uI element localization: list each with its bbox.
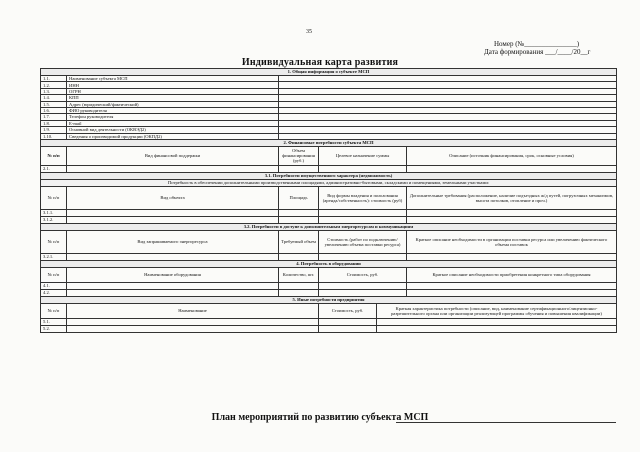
binder-hole-left-icon [214, 22, 226, 36]
row-number: 4.1. [41, 282, 67, 289]
row-value-cell[interactable] [377, 318, 617, 325]
row-label: Телефон руководителя [67, 114, 279, 120]
row-value-cell[interactable] [319, 289, 407, 296]
row-number: 3.1.2. [41, 216, 67, 223]
table-row [41, 165, 617, 172]
row-number: 1.7. [41, 114, 67, 120]
row-value-cell[interactable] [67, 282, 279, 289]
row-value-cell[interactable] [407, 216, 617, 223]
row-value-cell[interactable] [319, 209, 407, 216]
row-value-cell[interactable] [319, 282, 407, 289]
s32-col-desc: Краткое описание необходимости в организации поставки ресурса или увеличению фактического объема поставок [407, 230, 617, 253]
section4-title: 4. Потребность в оборудовании [41, 260, 617, 267]
row-number: 5.2. [41, 325, 67, 332]
table-row [41, 209, 617, 216]
section2-column-headers [41, 146, 617, 165]
row-number: 1.8. [41, 120, 67, 126]
s32-col-volume: Требуемый объем [279, 230, 319, 253]
row-value-cell[interactable] [67, 318, 319, 325]
section31-column-headers [41, 186, 617, 209]
row-value-cell[interactable] [67, 289, 279, 296]
section31-header-row [41, 172, 617, 179]
s5-col-num: № п/п [41, 303, 67, 318]
row-number: 1.10. [41, 133, 67, 139]
row-number: 1.1. [41, 76, 67, 82]
section5-column-headers [41, 303, 617, 318]
row-label: Основной вид деятельности (ОКВЭД2) [67, 127, 279, 133]
section1-header-row [41, 69, 617, 76]
s5-col-desc: Краткая характеристика потребности (описание, вид, наименование сертификационного/лицензионно-разрешительного органа или организации реализующей программы обучения и повышения квалификации) [377, 303, 617, 318]
row-value-cell[interactable] [279, 216, 319, 223]
table-row [41, 216, 617, 223]
s2-col-type: Вид финансовой поддержки [67, 146, 279, 165]
s4-col-name: Наименование оборудования [67, 267, 279, 282]
section32-title: 3.2. Потребности в доступе к дополнительным энергоресурсам и коммуникациям [41, 223, 617, 230]
s2-col-purpose: Целевое назначение суммы [319, 146, 407, 165]
section2-title: 2. Финансовые потребности субъекта МСП [41, 139, 617, 146]
section5-header-row [41, 296, 617, 303]
row-value-cell[interactable] [407, 209, 617, 216]
section32-header-row [41, 223, 617, 230]
table-row [41, 253, 617, 260]
row-number: 3.2.1. [41, 253, 67, 260]
binder-hole-right-icon [384, 20, 396, 34]
row-value-cell[interactable] [279, 289, 319, 296]
row-label: E-mail [67, 120, 279, 126]
section31-note-row [41, 179, 617, 186]
plan-title: План мероприятий по развитию субъекта МСП [211, 412, 429, 423]
s31-col-num: № п/п [41, 186, 67, 209]
row-value-cell[interactable] [319, 318, 377, 325]
table-row [41, 282, 617, 289]
row-label: КПП [67, 95, 279, 101]
s2-col-num: № п/п [41, 146, 67, 165]
table-row [41, 289, 617, 296]
s4-col-num: № п/п [41, 267, 67, 282]
formation-date: Дата формирования ___/____/20__г [484, 48, 591, 56]
row-number: 2.1. [41, 165, 67, 172]
document-number: Номер (№_______________) [494, 40, 580, 48]
page-title: Индивидуальная карта развития [241, 57, 399, 68]
s31-col-form: Вид формы владения и пользования (аренда/собственность): стоимость (руб) [319, 186, 407, 209]
table-row [41, 325, 617, 332]
s31-col-type: Вид объекта [67, 186, 279, 209]
s32-col-cost: Стоимость (работ по подключению/увеличению объема поставки ресурса) [319, 230, 407, 253]
row-value-cell[interactable] [407, 253, 617, 260]
development-card-table [40, 68, 617, 333]
row-number: 1.4. [41, 95, 67, 101]
s5-col-name: Наименование [67, 303, 319, 318]
row-value-cell[interactable] [377, 325, 617, 332]
row-value-cell[interactable] [319, 165, 407, 172]
row-number: 1.3. [41, 88, 67, 94]
row-number: 5.1. [41, 318, 67, 325]
row-number: 1.6. [41, 107, 67, 113]
s32-col-type: Вид запрашиваемого энергоресурса [67, 230, 279, 253]
row-value-cell[interactable] [279, 209, 319, 216]
row-value-cell[interactable] [279, 253, 319, 260]
s5-col-cost: Стоимость, руб. [319, 303, 377, 318]
row-number: 3.1.1. [41, 209, 67, 216]
row-label: ОГРН [67, 88, 279, 94]
section1-title: 1. Общая информация о субъекте МСП [41, 69, 617, 76]
row-value-cell[interactable] [67, 216, 279, 223]
row-value-cell[interactable] [279, 282, 319, 289]
section31-note: Потребность в обеспечении дополнительными производственными площадями, административно-бытовыми, складскими и помещениями, земельными участками: [41, 179, 617, 186]
s31-col-extra: Дополнительные требования (расположение, наличие подъездных ж/д путей, погрузочных механизмов, высота потолков, отопление и проч.) [407, 186, 617, 209]
page-number: 35 [306, 29, 312, 35]
row-number: 1.9. [41, 127, 67, 133]
row-label: Сведения о производимой продукции (ОКПД2) [67, 133, 279, 139]
row-label: Наименование субъекта МСП [67, 76, 279, 82]
row-value-cell[interactable] [279, 165, 319, 172]
row-value-cell[interactable] [67, 325, 319, 332]
s4-col-cost: Стоимость, руб. [319, 267, 407, 282]
row-label: Адрес (юридический/фактический) [67, 101, 279, 107]
row-number: 1.5. [41, 101, 67, 107]
row-value-cell[interactable] [67, 253, 279, 260]
row-value-cell[interactable] [67, 165, 279, 172]
section4-header-row [41, 260, 617, 267]
section4-column-headers [41, 267, 617, 282]
row-value-cell[interactable] [407, 289, 617, 296]
section32-column-headers [41, 230, 617, 253]
s4-col-desc: Краткое описание необходимости приобретения конкретного типа оборудования [407, 267, 617, 282]
row-value-cell[interactable] [319, 216, 407, 223]
s2-col-description: Описание (источник финансирования, срок, основные условия) [407, 146, 617, 165]
s31-col-area: Площадь [279, 186, 319, 209]
s32-col-num: № п/п [41, 230, 67, 253]
row-number: 4.2. [41, 289, 67, 296]
row-value-cell[interactable] [407, 165, 617, 172]
row-value-cell[interactable] [67, 209, 279, 216]
section31-title: 3.1. Потребности имущественного характера (недвижимость) [41, 172, 617, 179]
row-value-cell[interactable] [319, 253, 407, 260]
plan-underline [396, 422, 616, 423]
s4-col-qty: Количество, шт. [279, 267, 319, 282]
section2-header-row [41, 139, 617, 146]
section5-title: 5. Иные потребности предприятия [41, 296, 617, 303]
row-value-cell[interactable] [319, 325, 377, 332]
row-value-cell[interactable] [407, 282, 617, 289]
row-number: 1.2. [41, 82, 67, 88]
row-label: ФИО руководителя [67, 107, 279, 113]
s2-col-amount: Объем финансирования (руб.) [279, 146, 319, 165]
table-row [41, 318, 617, 325]
row-label: ИНН [67, 82, 279, 88]
